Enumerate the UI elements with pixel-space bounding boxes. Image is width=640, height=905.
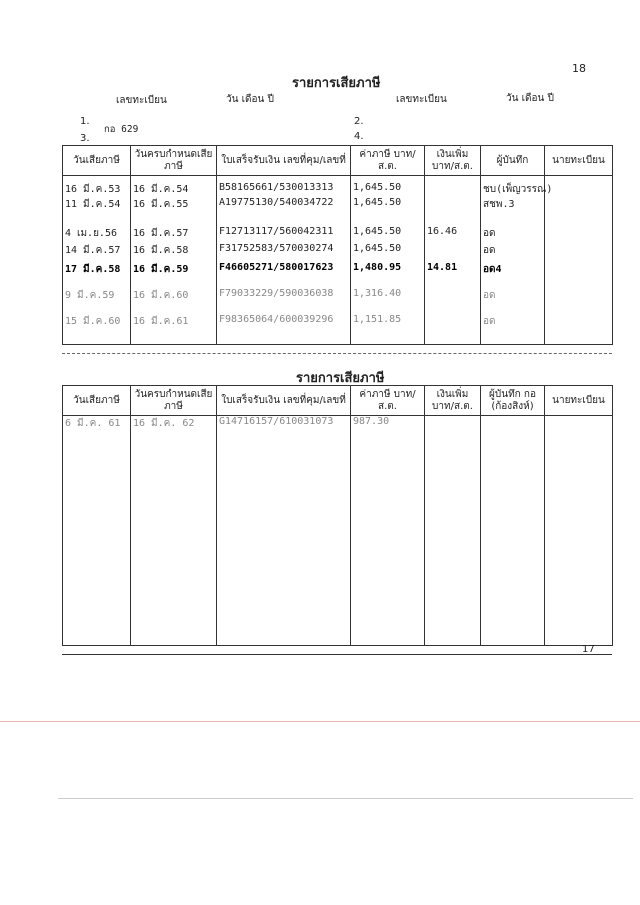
cell-receipt: B58165661/530013313 (217, 176, 351, 198)
table-row (63, 176, 613, 198)
table1-header-receipt: ใบเสร็จรับเงิน เลขที่คุม/เลขที่ (217, 146, 351, 176)
cell-tax: 1,480.95 (351, 260, 425, 284)
cell-extra (425, 241, 481, 260)
table1-header-tax: ค่าภาษี บาท/ส.ต. (351, 146, 425, 176)
cell-extra (425, 197, 481, 222)
cell-extra: 16.46 (425, 222, 481, 241)
cell-receipt: A19775130/540034722 (217, 197, 351, 222)
line1-number: 1. (80, 116, 90, 127)
cell-receipt: F12713117/560042311 (217, 222, 351, 241)
cell-paid: 4 เม.ย.56 (63, 222, 131, 241)
cell-tax: 1,645.50 (351, 241, 425, 260)
cell-paid: 6 มี.ค. 61 (63, 416, 131, 646)
cell-registrar (545, 176, 613, 198)
reg-label-left: เลขทะเบียน (116, 95, 167, 106)
line4-number: 4. (354, 131, 364, 142)
scan-guide-line (0, 721, 640, 722)
table1-header-extra: เงินเพิ่ม บาท/ส.ต. (425, 146, 481, 176)
cell-receipt: G14716157/610031073 (217, 416, 351, 646)
cell-paid: 9 มี.ค.59 (63, 284, 131, 308)
cell-due: 16 มี.ค. 62 (131, 416, 217, 646)
cell-paid: 17 มี.ค.58 (63, 260, 131, 284)
table2-header-registrar: นายทะเบียน (545, 386, 613, 416)
table2-header-extra: เงินเพิ่ม บาท/ส.ต. (425, 386, 481, 416)
cell-tax: 1,645.50 (351, 197, 425, 222)
cell-receipt: F46605271/580017623 (217, 260, 351, 284)
table-row (63, 197, 613, 222)
bottom-rule (62, 654, 612, 655)
line3-number: 3. (80, 133, 90, 144)
cell-recorder: อด (481, 308, 545, 344)
cell-paid: 16 มี.ค.53 (63, 176, 131, 198)
reg-label-right: เลขทะเบียน (396, 94, 447, 105)
cell-receipt: F98365064/600039296 (217, 308, 351, 344)
cell-registrar (545, 260, 613, 284)
line2-number: 2. (354, 116, 364, 127)
page-number-top: 18 (572, 62, 586, 75)
tax-table-2 (62, 385, 613, 646)
section-divider (62, 353, 612, 354)
cell-receipt: F79033229/590036038 (217, 284, 351, 308)
table2-header-due: วันครบกำหนดเสียภาษี (131, 386, 217, 416)
section2-title: รายการเสียภาษี (296, 371, 385, 386)
table-row (63, 308, 613, 344)
cell-extra (425, 176, 481, 198)
line1-value: กอ 629 (104, 124, 139, 135)
cell-recorder: อด4 (481, 260, 545, 284)
page-number-bottom: 17 (582, 644, 595, 655)
cell-due: 16 มี.ค.60 (131, 284, 217, 308)
date-label-left: วัน เดือน ปี (226, 94, 274, 105)
cell-due: 16 มี.ค.61 (131, 308, 217, 344)
date-label-right: วัน เดือน ปี (506, 93, 554, 104)
cell-due: 16 มี.ค.54 (131, 176, 217, 198)
cell-recorder: อด (481, 241, 545, 260)
cell-recorder: อด (481, 222, 545, 241)
cell-recorder: สชพ.3 (481, 197, 545, 222)
cell-registrar (545, 222, 613, 241)
cell-tax: 1,645.50 (351, 222, 425, 241)
cell-paid: 14 มี.ค.57 (63, 241, 131, 260)
table2-header-receipt: ใบเสร็จรับเงิน เลขที่คุม/เลขที่ (217, 386, 351, 416)
table2-header-paid: วันเสียภาษี (63, 386, 131, 416)
table2-header-tax: ค่าภาษี บาท/ส.ต. (351, 386, 425, 416)
table1-header-recorder: ผู้บันทึก (481, 146, 545, 176)
table-row (63, 241, 613, 260)
cell-tax: 987.30 (351, 416, 425, 646)
table-row (63, 222, 613, 241)
cell-due: 16 มี.ค.59 (131, 260, 217, 284)
cell-recorder (481, 416, 545, 646)
cell-registrar (545, 241, 613, 260)
cell-extra (425, 416, 481, 646)
scan-edge-line (58, 798, 633, 799)
cell-recorder: ชบ(เพ็ญวรรณ) (481, 176, 545, 198)
cell-extra: 14.81 (425, 260, 481, 284)
cell-due: 16 มี.ค.58 (131, 241, 217, 260)
table2-header-recorder: ผู้บันทึก กอ (ก้องสิงห์) (481, 386, 545, 416)
cell-registrar (545, 284, 613, 308)
tax-table-1 (62, 145, 613, 345)
table-row (63, 284, 613, 308)
table2-header-row (63, 386, 613, 416)
table1-header-due: วันครบกำหนดเสียภาษี (131, 146, 217, 176)
cell-due: 16 มี.ค.55 (131, 197, 217, 222)
cell-registrar (545, 308, 613, 344)
cell-recorder: อด (481, 284, 545, 308)
cell-tax: 1,151.85 (351, 308, 425, 344)
table1-header-registrar: นายทะเบียน (545, 146, 613, 176)
table1-header-paid: วันเสียภาษี (63, 146, 131, 176)
cell-extra (425, 308, 481, 344)
table-row (63, 260, 613, 284)
cell-tax: 1,316.40 (351, 284, 425, 308)
cell-paid: 15 มี.ค.60 (63, 308, 131, 344)
cell-due: 16 มี.ค.57 (131, 222, 217, 241)
cell-extra (425, 284, 481, 308)
table1-header-row (63, 146, 613, 176)
section1-title: รายการเสียภาษี (292, 76, 381, 91)
table-row (63, 416, 613, 646)
cell-paid: 11 มี.ค.54 (63, 197, 131, 222)
cell-receipt: F31752583/570030274 (217, 241, 351, 260)
cell-registrar (545, 416, 613, 646)
cell-registrar (545, 197, 613, 222)
cell-tax: 1,645.50 (351, 176, 425, 198)
